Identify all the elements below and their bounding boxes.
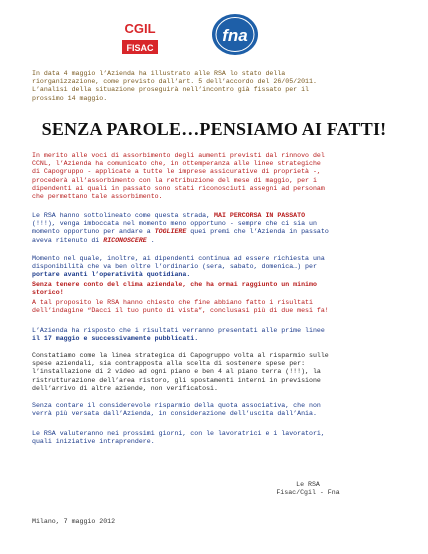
signature-line: Le RSA: [296, 481, 320, 488]
text-line: In merito alle voci di assorbimento degli aumenti previsti dal rinnovo del: [32, 152, 325, 159]
text-line: dell’arrivo di altre aziende, non verificatosi.: [32, 384, 218, 392]
text-line: disponibilità che va ben oltre l’ordinario (sera, sabato, domenica…) per: [32, 263, 317, 271]
text-line: dell’indagine “Dacci il tuo punto di vista”, conclusasi più di due mesi fa!: [32, 307, 329, 315]
text-line: In data 4 maggio l’Azienda ha illustrato alle RSA lo stato della: [32, 70, 286, 77]
paragraph-constatiamo: [32, 352, 394, 393]
fna-logo-text: fna: [222, 26, 248, 45]
paragraph-risposta: [32, 327, 394, 343]
fisac-logo-text: FISAC: [126, 43, 154, 53]
emphasis-text: TOGLIERE: [154, 228, 187, 236]
text-line: Senza contare il considerevole risparmio della quota associativa, che non: [32, 402, 321, 409]
text-line: prossimo 14 maggio.: [32, 94, 108, 102]
text-line: L’analisi della situazione proseguirà nell’incontro già fissato per il: [32, 86, 309, 94]
headline: SENZA PAROLE…PENSIAMO AI FATTI!: [41, 119, 387, 139]
signature-line: Fisac/Cgil - Fna: [276, 489, 340, 497]
fna-logo: [211, 13, 259, 56]
text-line: Momento nel quale, inoltre, ai dipendenti continua ad essere richiesta una: [32, 255, 325, 262]
text-line: L’Azienda ha risposto che i risultati verranno presentati alle prime linee: [32, 327, 325, 334]
signature: [268, 481, 348, 497]
text-line: che permettano tale assorbimento.: [32, 193, 163, 201]
text-line: Constatiamo come la linea strategica di Capogruppo volta al risparmio sulle: [32, 352, 329, 359]
cgil-fisac-logo: [120, 13, 160, 58]
text-line: Le RSA valuteranno nei prossimi giorni, con le lavoratrici e i lavoratori,: [32, 430, 325, 437]
text-line: (!!!), venga imboccata nel momento meno opportuno - sempre che ci sia un: [32, 220, 317, 228]
text-line: Senza tenere conto del clima aziendale, che ha ormai raggiunto un minimo: [32, 281, 317, 288]
text-line: spese aziendali, sia contrapposta alla scelta di sostenere spese per:: [32, 360, 306, 368]
text-line: ristrutturazione dell’area ristoro, gli spostamenti interni in previsione: [32, 376, 321, 384]
text-line: dipendenti ai quali in passato sono stati riconosciuti assegni ad personam: [32, 184, 325, 192]
text-line: di Capogruppo - applicate a tutte le imprese assicurative di proprietà -,: [32, 168, 321, 176]
text-line: Le RSA hanno sottolineato come questa strada, MAI PERCORSA IN PASSATO: [32, 212, 306, 219]
paragraph-assorbimento: [32, 152, 394, 201]
text-line: momento opportuno per andare a TOGLIERE quei premi che l’Azienda in passato: [32, 228, 329, 236]
paragraph-quota: [32, 402, 394, 418]
text-line: l’installazione di 2 video ad ogni piano e ben 4 al piano terra (!!!), la: [32, 368, 321, 376]
cgil-logo-text: CGIL: [124, 21, 156, 36]
text-line: aveva ritenuto di RICONOSCERE .: [32, 236, 155, 244]
text-line: procederà all’assorbimento con la retribuzione del mese di maggio, per i: [32, 176, 317, 184]
paragraph-rsa-sottolineato: [32, 212, 394, 245]
paragraph-iniziative: [32, 430, 394, 446]
intro-paragraph: [32, 70, 394, 103]
text-line: quali iniziative intraprendere.: [32, 438, 155, 446]
emphasis-text: MAI PERCORSA IN PASSATO: [214, 212, 306, 219]
paragraph-momento: [32, 255, 394, 280]
text-line: storico!: [32, 289, 64, 297]
text-line: riorganizzazione, come previsto dall’art. 5 dell’accordo del 26/05/2011.: [32, 78, 317, 86]
text-line: il 17 maggio e successivamente pubblicati.: [32, 335, 199, 343]
text-line: portare avanti l’operatività quotidiana.: [32, 271, 191, 279]
date-place: Milano, 7 maggio 2012: [32, 518, 116, 525]
text-line: verrà più versata dall’Azienda, in considerazione dell’uscita dall’Ania.: [32, 410, 317, 418]
text-line: A tal proposito le RSA hanno chiesto che fine abbiano fatto i risultati: [32, 299, 313, 306]
emphasis-text: RICONOSCERE: [103, 236, 147, 244]
paragraph-clima: [32, 281, 394, 297]
text-line: CCNL, l’Azienda ha comunicato che, in ottemperanza alle linee strategiche: [32, 160, 321, 168]
paragraph-indagine: [32, 299, 394, 315]
